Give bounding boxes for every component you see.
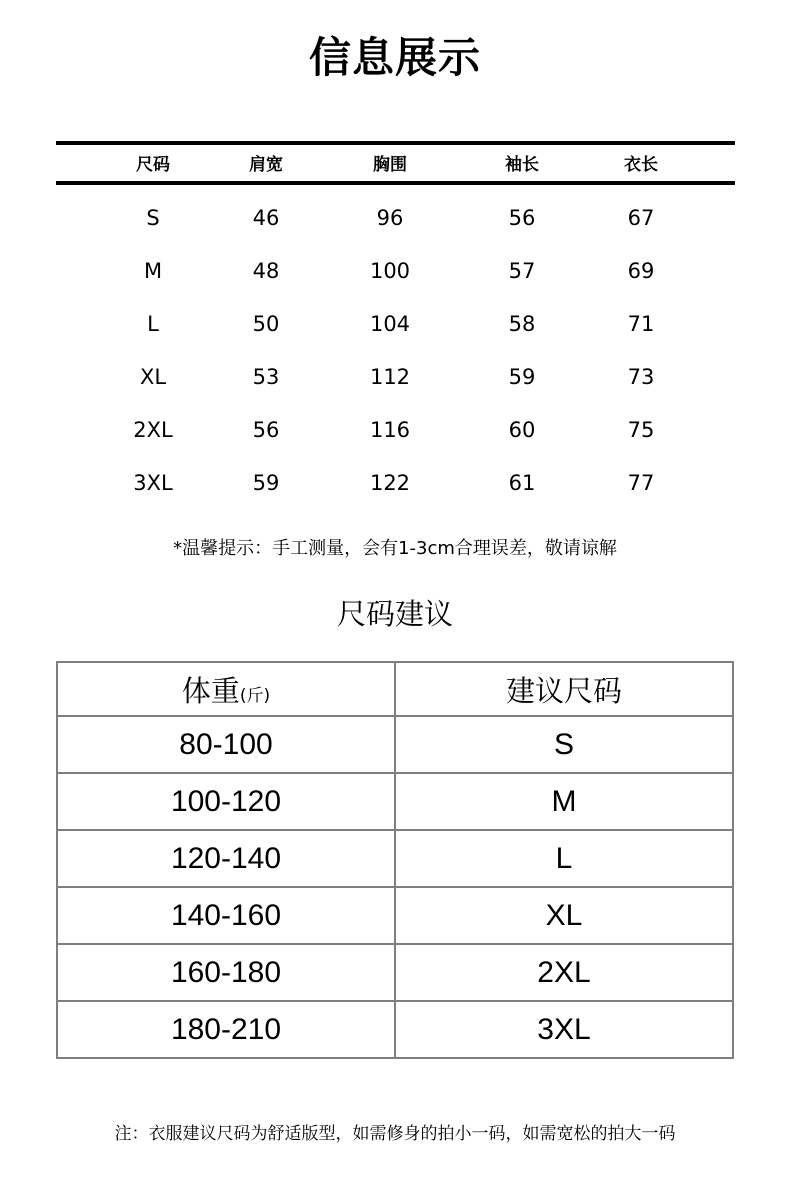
header-weight	[57, 662, 395, 716]
cell-weight-range: 120-140	[57, 830, 395, 887]
cell-size: 2XL	[133, 418, 173, 442]
cell-sleeve: 56	[508, 206, 536, 230]
cell-length: 73	[627, 365, 655, 389]
table-row	[56, 198, 735, 238]
cell-shoulder: 53	[252, 365, 280, 389]
table-row	[57, 716, 733, 773]
cell-chest: 116	[369, 418, 411, 442]
cell-sleeve: 60	[508, 418, 536, 442]
cell-sleeve: 59	[508, 365, 536, 389]
table-row	[57, 773, 733, 830]
header-shoulder: 肩宽	[249, 155, 283, 175]
table-row	[57, 887, 733, 944]
table-row	[57, 944, 733, 1001]
table-row	[57, 830, 733, 887]
cell-recommended-size: XL	[395, 887, 733, 944]
cell-sleeve: 58	[508, 312, 536, 336]
footnote: 注：衣服建议尺码为舒适版型，如需修身的拍小一码，如需宽松的拍大一码	[114, 1124, 676, 1144]
measurement-tip: *温馨提示：手工测量，会有1-3cm合理误差，敬请谅解	[173, 538, 617, 559]
cell-size: L	[147, 312, 159, 336]
cell-weight-range: 140-160	[57, 887, 395, 944]
cell-chest: 100	[369, 259, 411, 283]
size-advice-title: 尺码建议	[336, 597, 453, 631]
cell-chest: 122	[369, 471, 411, 495]
table-row	[56, 410, 735, 450]
cell-size: M	[143, 259, 163, 283]
cell-sleeve: 57	[508, 259, 536, 283]
cell-chest: 104	[369, 312, 411, 336]
cell-length: 77	[627, 471, 655, 495]
size-advice-table	[56, 661, 734, 1059]
cell-weight-range: 160-180	[57, 944, 395, 1001]
cell-size: 3XL	[133, 471, 173, 495]
cell-recommended-size: S	[395, 716, 733, 773]
header-weight-unit: (斤)	[239, 685, 271, 706]
header-weight-label: 体重	[181, 673, 240, 708]
cell-length: 71	[627, 312, 655, 336]
cell-shoulder: 59	[252, 471, 280, 495]
header-length: 衣长	[624, 155, 658, 175]
cell-shoulder: 48	[252, 259, 280, 283]
table-row	[57, 1001, 733, 1058]
cell-size: S	[146, 206, 160, 230]
cell-chest: 112	[369, 365, 411, 389]
cell-chest: 96	[376, 206, 404, 230]
header-size: 尺码	[136, 155, 170, 175]
cell-sleeve: 61	[508, 471, 536, 495]
cell-recommended-size: 2XL	[395, 944, 733, 1001]
measurement-header-row	[56, 143, 735, 183]
header-recommended-size: 建议尺码	[395, 662, 733, 716]
table-row	[56, 251, 735, 291]
cell-shoulder: 56	[252, 418, 280, 442]
cell-length: 67	[627, 206, 655, 230]
advice-header-row	[57, 662, 733, 716]
header-chest: 胸围	[373, 155, 407, 175]
table-header-rule	[56, 181, 735, 185]
page-title: 信息展示	[308, 33, 481, 82]
cell-shoulder: 50	[252, 312, 280, 336]
table-row	[56, 357, 735, 397]
table-row	[56, 304, 735, 344]
header-sleeve: 袖长	[505, 155, 539, 175]
cell-recommended-size: M	[395, 773, 733, 830]
cell-shoulder: 46	[252, 206, 280, 230]
cell-length: 75	[627, 418, 655, 442]
cell-weight-range: 180-210	[57, 1001, 395, 1058]
cell-weight-range: 100-120	[57, 773, 395, 830]
cell-recommended-size: L	[395, 830, 733, 887]
cell-weight-range: 80-100	[57, 716, 395, 773]
table-row	[56, 463, 735, 503]
cell-length: 69	[627, 259, 655, 283]
cell-recommended-size: 3XL	[395, 1001, 733, 1058]
cell-size: XL	[139, 365, 167, 389]
